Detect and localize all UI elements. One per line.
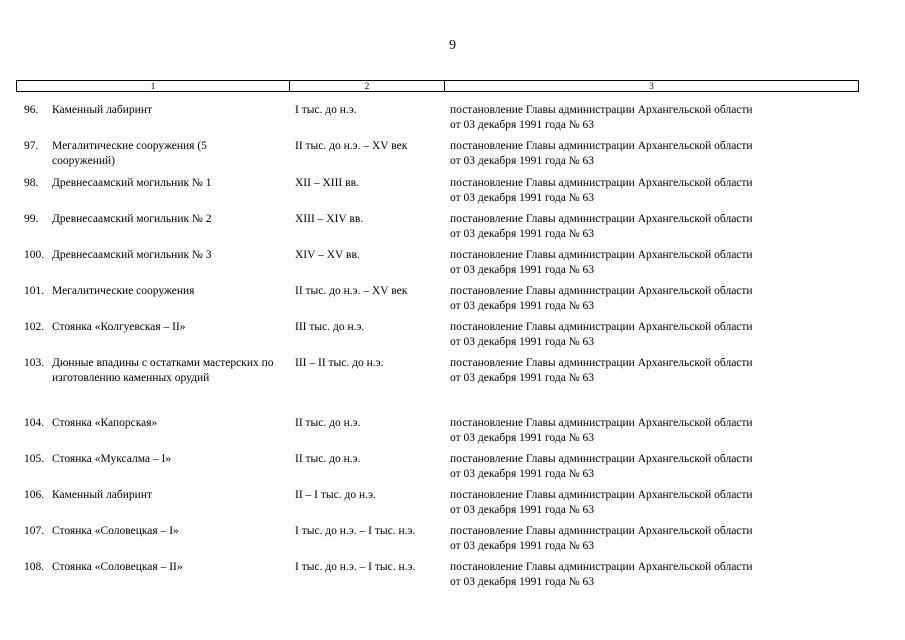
document-line-1: постановление Главы администрации Архангельской области	[450, 285, 753, 297]
document-line-2: от 03 декабря 1991 года № 63	[450, 119, 595, 131]
monument-name: Древнесаамский могильник № 3	[52, 249, 212, 261]
document-line-2: от 03 декабря 1991 года № 63	[450, 576, 595, 588]
row-number: 99.	[24, 213, 39, 225]
document-line-2: от 03 декабря 1991 года № 63	[450, 432, 595, 444]
document-line-2: от 03 декабря 1991 года № 63	[450, 155, 595, 167]
monument-dating: III – II тыс. до н.э.	[295, 357, 384, 369]
monument-name: Каменный лабиринт	[52, 489, 153, 501]
monument-dating: II тыс. до н.э. – XV век	[295, 140, 408, 152]
monument-dating: I тыс. до н.э. – I тыс. н.э.	[295, 561, 416, 573]
monument-name: Стоянка «Муксалма – I»	[52, 453, 172, 465]
row-number: 108.	[24, 561, 45, 573]
monument-name: Стоянка «Соловецкая – I»	[52, 525, 179, 537]
document-line-1: постановление Главы администрации Архангельской области	[450, 249, 753, 261]
legal-document	[450, 212, 855, 242]
monument-dating: II тыс. до н.э.	[295, 453, 361, 465]
document-line-2: от 03 декабря 1991 года № 63	[450, 468, 595, 480]
document-line-1: постановление Главы администрации Архангельской области	[450, 321, 753, 333]
document-line-2: от 03 декабря 1991 года № 63	[450, 504, 595, 516]
legal-document	[450, 488, 855, 518]
monument-name: Стоянка «Соловецкая – II»	[52, 561, 183, 573]
monument-name: Стоянка «Капорская»	[52, 417, 158, 429]
row-number: 105.	[24, 453, 45, 465]
monument-dating: II тыс. до н.э.	[295, 417, 361, 429]
legal-document	[450, 176, 855, 206]
document-line-1: постановление Главы администрации Архангельской области	[450, 177, 753, 189]
monument-name: Каменный лабиринт	[52, 104, 153, 116]
document-line-1: постановление Главы администрации Архангельской области	[450, 417, 753, 429]
document-line-2: от 03 декабря 1991 года № 63	[450, 336, 595, 348]
document-line-2: от 03 декабря 1991 года № 63	[450, 228, 595, 240]
monument-dating: I тыс. до н.э.	[295, 104, 357, 116]
document-line-2: от 03 декабря 1991 года № 63	[450, 300, 595, 312]
legal-document	[450, 524, 855, 554]
document-line-2: от 03 декабря 1991 года № 63	[450, 192, 595, 204]
legal-document	[450, 284, 855, 314]
column-header-1: 1	[17, 81, 290, 91]
row-number: 98.	[24, 177, 39, 189]
row-number: 106.	[24, 489, 45, 501]
monument-name: Древнесаамский могильник № 1	[52, 177, 212, 189]
monument-dating: II тыс. до н.э. – XV век	[295, 285, 408, 297]
monument-dating: XII – XIII вв.	[295, 177, 359, 189]
document-line-2: от 03 декабря 1991 года № 63	[450, 540, 595, 552]
legal-document	[450, 139, 855, 169]
monument-dating: XIV – XV вв.	[295, 249, 360, 261]
column-header-row	[16, 80, 859, 92]
document-line-1: постановление Главы администрации Архангельской области	[450, 489, 753, 501]
document-line-1: постановление Главы администрации Архангельской области	[450, 104, 753, 116]
document-line-1: постановление Главы администрации Архангельской области	[450, 561, 753, 573]
row-number: 102.	[24, 321, 45, 333]
document-line-2: от 03 декабря 1991 года № 63	[450, 264, 595, 276]
monument-dating: XIII – XIV вв.	[295, 213, 364, 225]
column-header-3: 3	[649, 81, 654, 91]
document-line-1: постановление Главы администрации Архангельской области	[450, 213, 753, 225]
legal-document	[450, 452, 855, 482]
monument-name: Мегалитические сооружения	[52, 285, 195, 297]
row-number: 104.	[24, 417, 45, 429]
monument-dating: III тыс. до н.э.	[295, 321, 365, 333]
row-number: 96.	[24, 104, 39, 116]
monument-dating: II – I тыс. до н.э.	[295, 489, 376, 501]
monument-dating: I тыс. до н.э. – I тыс. н.э.	[295, 525, 416, 537]
legal-document	[450, 356, 855, 386]
legal-document	[450, 248, 855, 278]
document-line-1: постановление Главы администрации Архангельской области	[450, 453, 753, 465]
row-number: 103.	[24, 357, 45, 369]
legal-document	[450, 320, 855, 350]
monument-name: Стоянка «Колгуевская – II»	[52, 321, 186, 333]
legal-document	[450, 103, 855, 133]
legal-document	[450, 560, 855, 590]
legal-document	[450, 416, 855, 446]
monument-name: Древнесаамский могильник № 2	[52, 213, 212, 225]
monument-name: Дюнные впадины с остатками мастерских по изготовлению каменных орудий	[52, 357, 274, 384]
document-line-2: от 03 декабря 1991 года № 63	[450, 372, 595, 384]
document-line-1: постановление Главы администрации Архангельской области	[450, 357, 753, 369]
row-number: 100.	[24, 249, 45, 261]
column-header-2: 2	[290, 81, 445, 91]
page-number: 9	[449, 38, 456, 53]
row-number: 101.	[24, 285, 45, 297]
row-number: 97.	[24, 140, 39, 152]
monument-name: Мегалитические сооружения (5 сооружений)	[52, 140, 207, 167]
document-line-1: постановление Главы администрации Архангельской области	[450, 140, 753, 152]
document-line-1: постановление Главы администрации Архангельской области	[450, 525, 753, 537]
row-number: 107.	[24, 525, 45, 537]
